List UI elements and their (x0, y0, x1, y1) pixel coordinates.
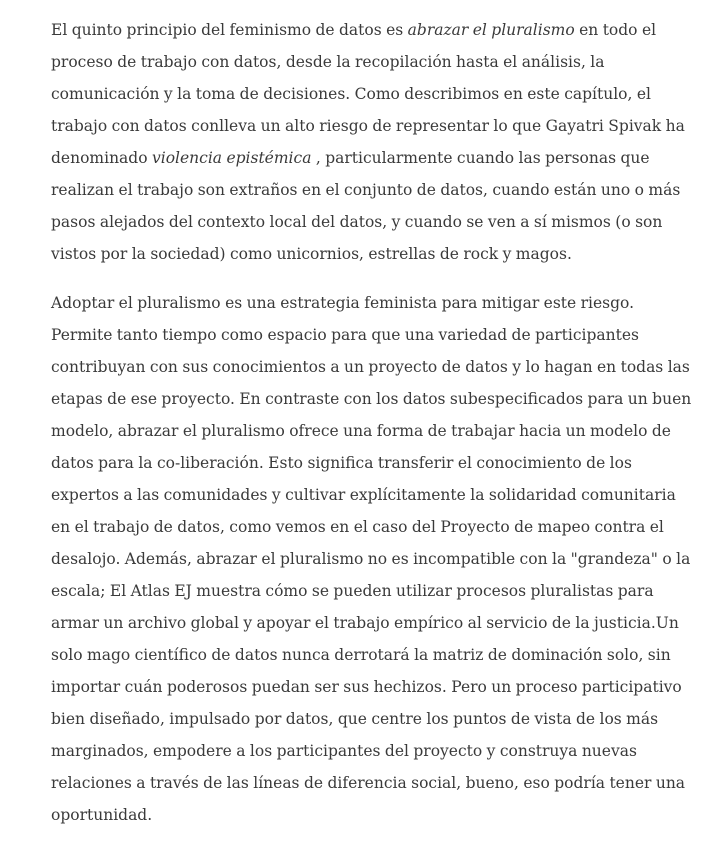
emphasis-abrazar-pluralismo: abrazar el pluralismo (407, 21, 575, 39)
paragraph-1 (51, 14, 693, 270)
emphasis-violencia-epistemica: violencia epistémica (151, 149, 312, 167)
paragraph-1-ending: , particularmente cuando las personas que realizan el trabajo son extraños en el conjunto de datos, cuando están uno o más pasos alejados del contexto local del datos, y cuando se ven a sí mismos (o son vistos por la sociedad) como unicornios, estrellas de rock y magos. (51, 149, 681, 263)
article-body (51, 14, 693, 848)
paragraph-2: Adoptar el pluralismo es una estrategia feminista para mitigar este riesgo. Permite tanto tiempo como espacio para que una variedad de participantes contribuyan con sus conocimientos a un proyecto de datos y lo hagan en todas las etapas de ese proyecto. En contraste con los datos subespecificados para un buen modelo, abrazar el pluralismo ofrece una forma de trabajar hacia un modelo de datos para la co-liberación. Esto significa transferir el conocimiento de los expertos a las comunidades y cultivar explícitamente la solidaridad comunitaria en el trabajo de datos, como vemos en el caso del Proyecto de mapeo contra el desalojo. Además, abrazar el pluralismo no es incompatible con la "grandeza" o la escala; El Atlas EJ muestra cómo se pueden utilizar procesos pluralistas para armar un archivo global y apoyar el trabajo empírico al servicio de la justicia.Un solo mago científico de datos nunca derrotará la matriz de dominación solo, sin importar cuán poderosos puedan ser sus hechizos. Pero un proceso participativo bien diseñado, impulsado por datos, que centre los puntos de vista de los más marginados, empodere a los participantes del proyecto y construya nuevas relaciones a través de las líneas de diferencia social, bueno, eso podría tener una oportunidad. (51, 294, 692, 824)
paragraph-1-body: en todo el proceso de trabajo con datos, desde la recopilación hasta el análisis, la comunicación y la toma de decisiones. Como describimos en este capítulo, el trabajo con datos conlleva un alto riesgo de representar lo que Gayatri Spivak ha denominado (51, 21, 685, 167)
paragraph-1-intro: El quinto principio del feminismo de datos es (51, 21, 408, 39)
